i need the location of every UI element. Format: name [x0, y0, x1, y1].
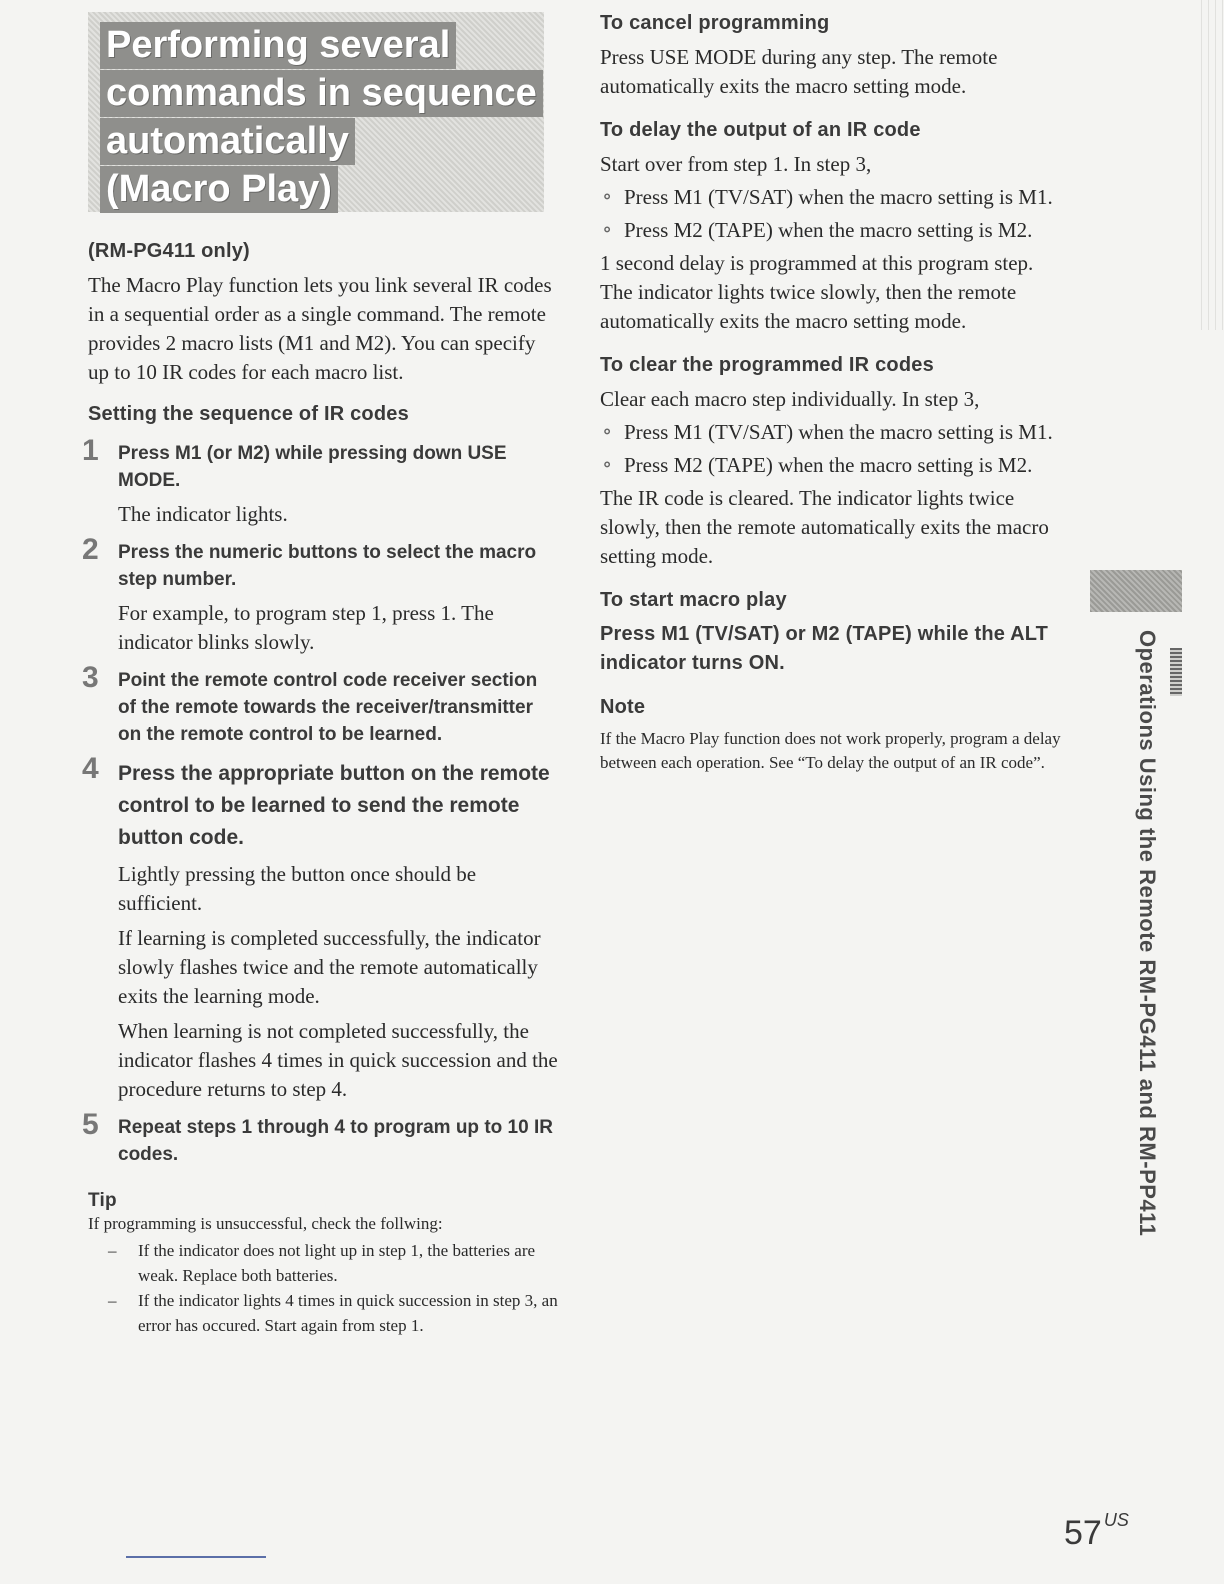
note-heading: Note	[600, 696, 646, 718]
tip-heading: Tip	[88, 1190, 117, 1211]
tip-list	[88, 1238, 558, 1338]
title-line: (Macro Play)	[100, 166, 338, 213]
page-number-value: 57	[1064, 1514, 1102, 1552]
step-text: If learning is completed successfully, the indicator slowly flashes twice and the remote automatically exits the learning mode.	[118, 926, 541, 1008]
step-number: 1	[82, 434, 99, 467]
step-title: Press the numeric buttons to select the macro step number.	[118, 542, 537, 590]
clear-section	[600, 354, 1070, 571]
clear-bullet: ∘ Press M2 (TAPE) when the macro setting is M2.	[600, 451, 1070, 480]
step-number: 5	[82, 1108, 99, 1141]
model-note: (RM-PG411 only)	[88, 240, 250, 262]
clear-bullet: ∘ Press M1 (TV/SAT) when the macro setting is M1.	[600, 418, 1070, 447]
delay-heading: To delay the output of an IR code	[600, 119, 921, 141]
step-text: When learning is not completed successfully, the indicator flashes 4 times in quick succession and the procedure returns to step 4.	[118, 1019, 558, 1101]
tip-item: – If the indicator lights 4 times in quick succession in step 3, an error has occured. Start again from step 1.	[88, 1288, 558, 1338]
step-2	[82, 533, 558, 657]
step-5	[82, 1108, 558, 1168]
step-title: Repeat steps 1 through 4 to program up to 10 IR codes.	[118, 1117, 553, 1165]
step-4	[82, 752, 558, 1104]
intro-paragraph: The Macro Play function lets you link several IR codes in a sequential order as a single command. The remote provides 2 macro lists (M1 and M2). You can specify up to 10 IR codes for each macro list.	[88, 273, 552, 384]
step-number: 2	[82, 533, 99, 566]
binding-mark	[1170, 648, 1182, 696]
delay-after: 1 second delay is programmed at this program step. The indicator lights twice slowly, then the remote automatically exits the macro setting mode.	[600, 251, 1034, 333]
right-column	[600, 12, 1070, 775]
step-text: Lightly pressing the button once should be sufficient.	[118, 862, 477, 915]
cancel-section	[600, 12, 1070, 101]
clear-lead: Clear each macro step individually. In step 3,	[600, 387, 980, 411]
footer-rule	[126, 1556, 266, 1558]
step-number: 4	[82, 752, 99, 785]
setting-heading: Setting the sequence of IR codes	[88, 403, 409, 425]
tip-lead: If programming is unsuccessful, check the follwing:	[88, 1214, 443, 1233]
title-line: automatically	[100, 118, 355, 165]
cancel-text: Press USE MODE during any step. The remote automatically exits the macro setting mode.	[600, 45, 998, 98]
step-title: Point the remote control code receiver section of the remote towards the receiver/transmitter on the remote control to be learned.	[118, 670, 538, 745]
clear-heading: To clear the programmed IR codes	[600, 354, 934, 376]
page-number	[1064, 1510, 1129, 1553]
page-number-suffix: US	[1103, 1510, 1129, 1530]
title-line: commands in sequence	[100, 70, 543, 117]
delay-bullet: ∘ Press M1 (TV/SAT) when the macro setting is M1.	[600, 183, 1070, 212]
title-line: Performing several	[100, 22, 456, 69]
step-title: Press the appropriate button on the remote control to be learned to send the remote button code.	[118, 762, 550, 849]
clear-after: The IR code is cleared. The indicator lights twice slowly, then the remote automatically exits the macro setting mode.	[600, 486, 1049, 568]
page-edge-texture	[1198, 0, 1224, 330]
note-text: If the Macro Play function does not work properly, program a delay between each operation. See “To delay the output of an IR code”.	[600, 729, 1061, 772]
step-title: Press M1 (or M2) while pressing down USE MODE.	[118, 443, 507, 491]
delay-bullet: ∘ Press M2 (TAPE) when the macro setting is M2.	[600, 216, 1070, 245]
step-text: The indicator lights.	[118, 502, 288, 526]
step-number: 3	[82, 661, 99, 694]
delay-lead: Start over from step 1. In step 3,	[600, 152, 872, 176]
tip-item: – If the indicator does not light up in step 1, the batteries are weak. Replace both batteries.	[88, 1238, 558, 1288]
step-text: For example, to program step 1, press 1. The indicator blinks slowly.	[118, 601, 494, 654]
side-section-label: Operations Using the Remote RM-PG411 and RM-PP411	[1135, 630, 1160, 1237]
start-section	[600, 589, 1070, 678]
note-section	[600, 696, 1070, 775]
title-banner	[88, 12, 544, 212]
step-1	[82, 434, 558, 529]
delay-section	[600, 119, 1070, 336]
start-text: Press M1 (TV/SAT) or M2 (TAPE) while the ALT indicator turns ON.	[600, 623, 1049, 674]
left-column	[82, 12, 558, 1338]
section-tab	[1090, 570, 1182, 612]
cancel-heading: To cancel programming	[600, 12, 830, 34]
step-3	[82, 661, 558, 748]
start-heading: To start macro play	[600, 589, 787, 611]
